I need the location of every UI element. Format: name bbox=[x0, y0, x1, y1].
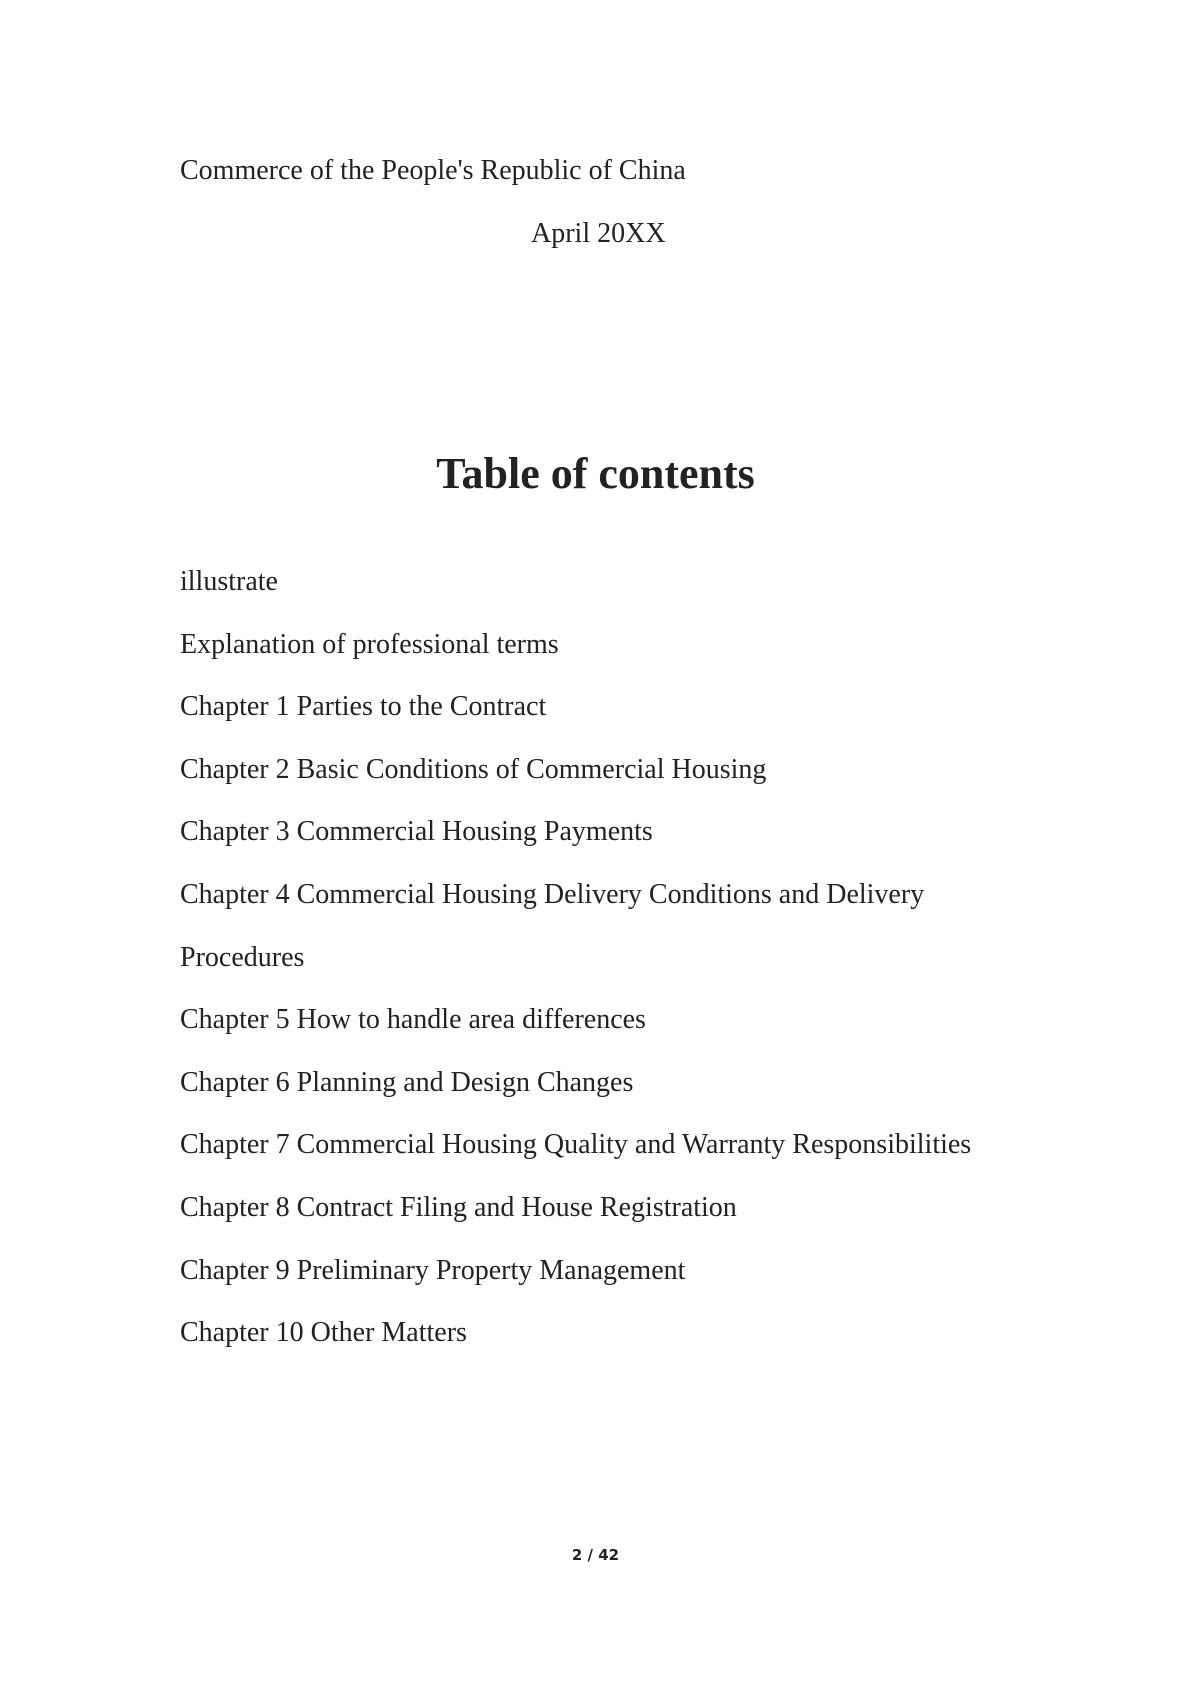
toc-entry-chapter-1: Chapter 1 Parties to the Contract bbox=[180, 691, 547, 723]
document-date: April 20XX bbox=[531, 218, 666, 249]
toc-entry-terms: Explanation of professional terms bbox=[180, 628, 559, 660]
toc-entry-chapter-4: Chapter 4 Commercial Housing Delivery Conditions and Delivery bbox=[180, 878, 925, 910]
toc-list bbox=[180, 568, 971, 1382]
toc-entry-chapter-4-continued: Procedures bbox=[180, 941, 305, 973]
toc-entry-illustrate: illustrate bbox=[180, 566, 278, 597]
issuer-line: Commerce of the People's Republic of China bbox=[180, 155, 686, 186]
page-number: 2 / 42 bbox=[571, 1546, 620, 1564]
toc-entry-chapter-6: Chapter 6 Planning and Design Changes bbox=[180, 1066, 634, 1098]
toc-entry-chapter-10: Chapter 10 Other Matters bbox=[180, 1317, 467, 1349]
toc-title: Table of contents bbox=[436, 449, 755, 498]
toc-entry-chapter-3: Chapter 3 Commercial Housing Payments bbox=[180, 816, 653, 848]
toc-entry-chapter-2: Chapter 2 Basic Conditions of Commercial Housing bbox=[180, 753, 767, 785]
toc-entry-chapter-9: Chapter 9 Preliminary Property Management bbox=[180, 1254, 686, 1286]
toc-entry-chapter-8: Chapter 8 Contract Filing and House Registration bbox=[180, 1191, 737, 1223]
toc-entry-chapter-7: Chapter 7 Commercial Housing Quality and Warranty Responsibilities bbox=[180, 1129, 972, 1161]
toc-entry-chapter-5: Chapter 5 How to handle area differences bbox=[180, 1004, 646, 1036]
